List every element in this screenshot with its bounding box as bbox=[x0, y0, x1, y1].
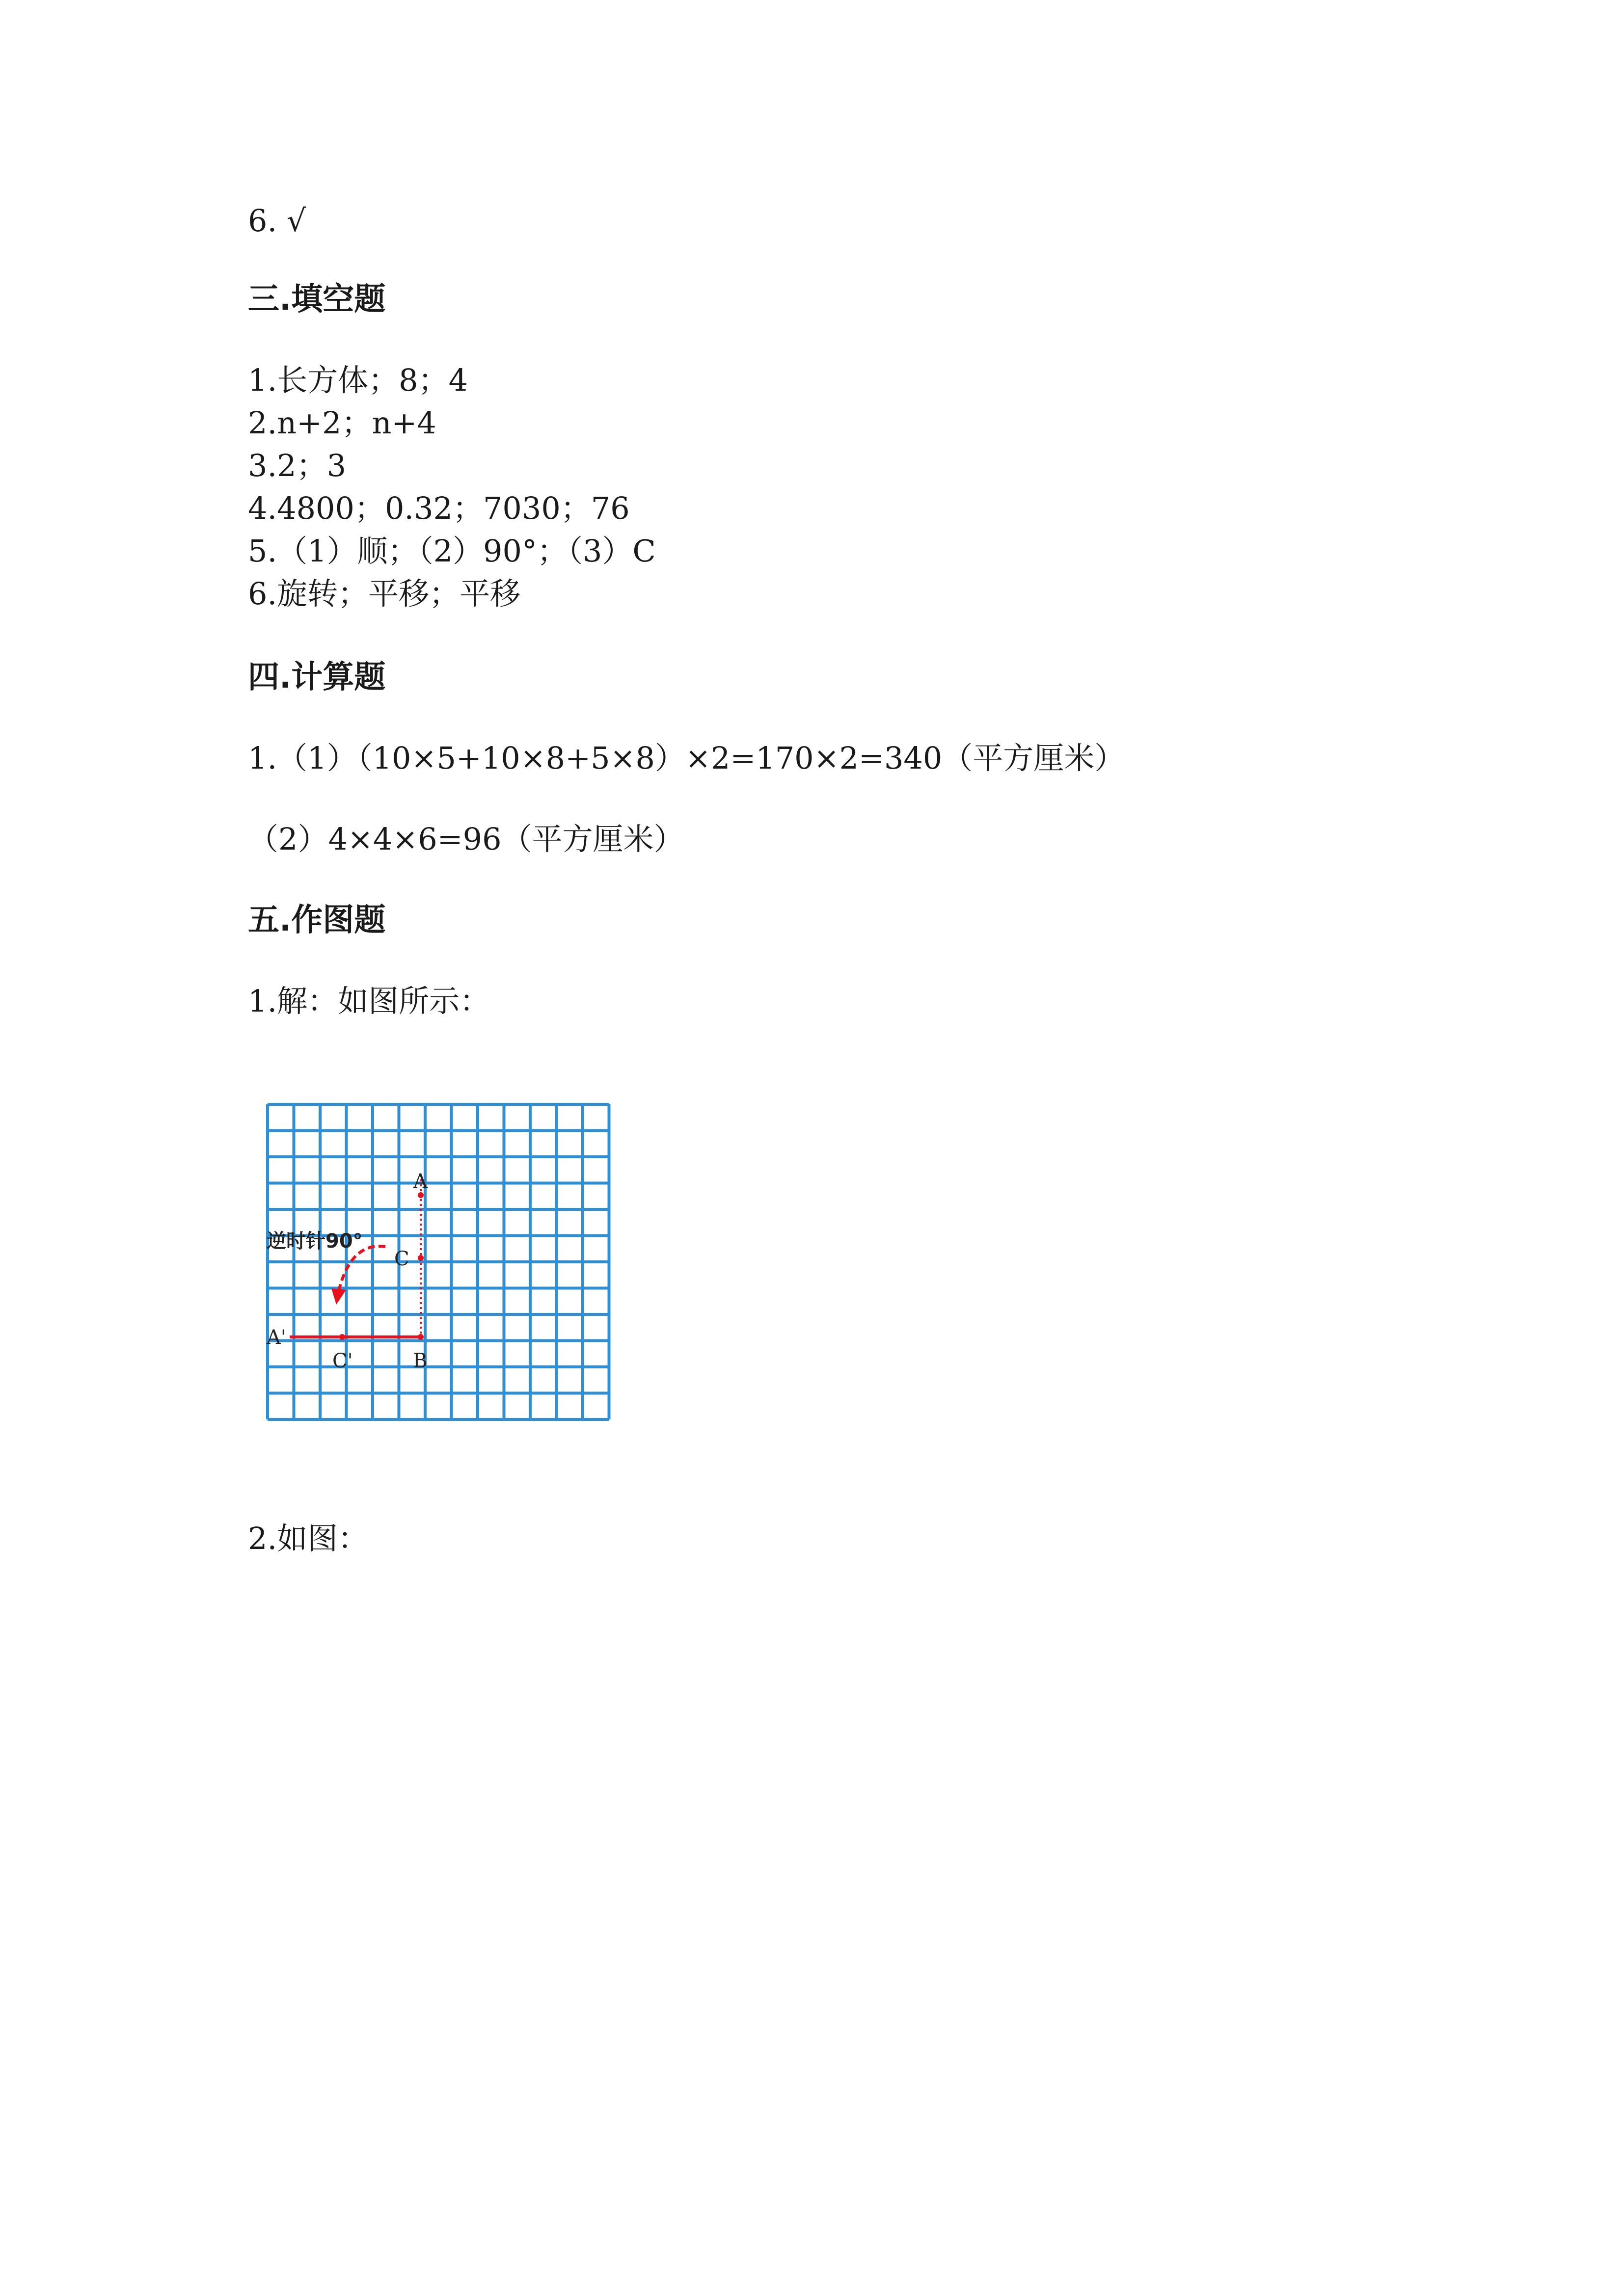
label-b: B bbox=[413, 1350, 428, 1372]
point-c bbox=[418, 1255, 424, 1261]
label-a: A bbox=[413, 1170, 428, 1193]
label-c-prime: C' bbox=[332, 1350, 353, 1372]
fill-answer-1: 1.长方体；8；4 bbox=[248, 362, 468, 398]
label-c: C bbox=[394, 1248, 409, 1270]
fill-answer-2: 2.n+2；n+4 bbox=[248, 405, 436, 441]
point-c-prime bbox=[339, 1334, 345, 1340]
section-5-title: 五.作图题 bbox=[248, 902, 386, 938]
arrow-head-icon bbox=[331, 1288, 346, 1305]
answer-judge-6: 6. √ bbox=[248, 203, 306, 239]
grid-lines bbox=[268, 1104, 609, 1419]
label-a-prime: A' bbox=[267, 1326, 286, 1349]
section-3-title: 三.填空题 bbox=[248, 281, 386, 318]
point-a bbox=[418, 1192, 424, 1198]
rotation-label: 逆时针90° bbox=[267, 1230, 363, 1253]
fill-answer-6: 6.旋转；平移；平移 bbox=[248, 576, 521, 612]
draw-answer-2: 2.如图： bbox=[248, 1521, 369, 1556]
calc-answer-2: （2）4×4×6=96（平方厘米） bbox=[248, 821, 684, 857]
point-b bbox=[418, 1334, 424, 1340]
fill-answer-5: 5.（1）顺；（2）90°；（3）C bbox=[248, 533, 656, 569]
calc-answer-1: 1.（1）（10×5+10×8+5×8）×2=170×2=340（平方厘米） bbox=[248, 740, 1125, 776]
section-4-title: 四.计算题 bbox=[248, 659, 386, 695]
fill-answer-3: 3.2；3 bbox=[248, 448, 347, 483]
fill-answer-4: 4.4800；0.32；7030；76 bbox=[248, 490, 630, 526]
draw-answer-1: 1.解：如图所示： bbox=[248, 983, 490, 1019]
rotation-grid-figure bbox=[263, 1099, 616, 1433]
